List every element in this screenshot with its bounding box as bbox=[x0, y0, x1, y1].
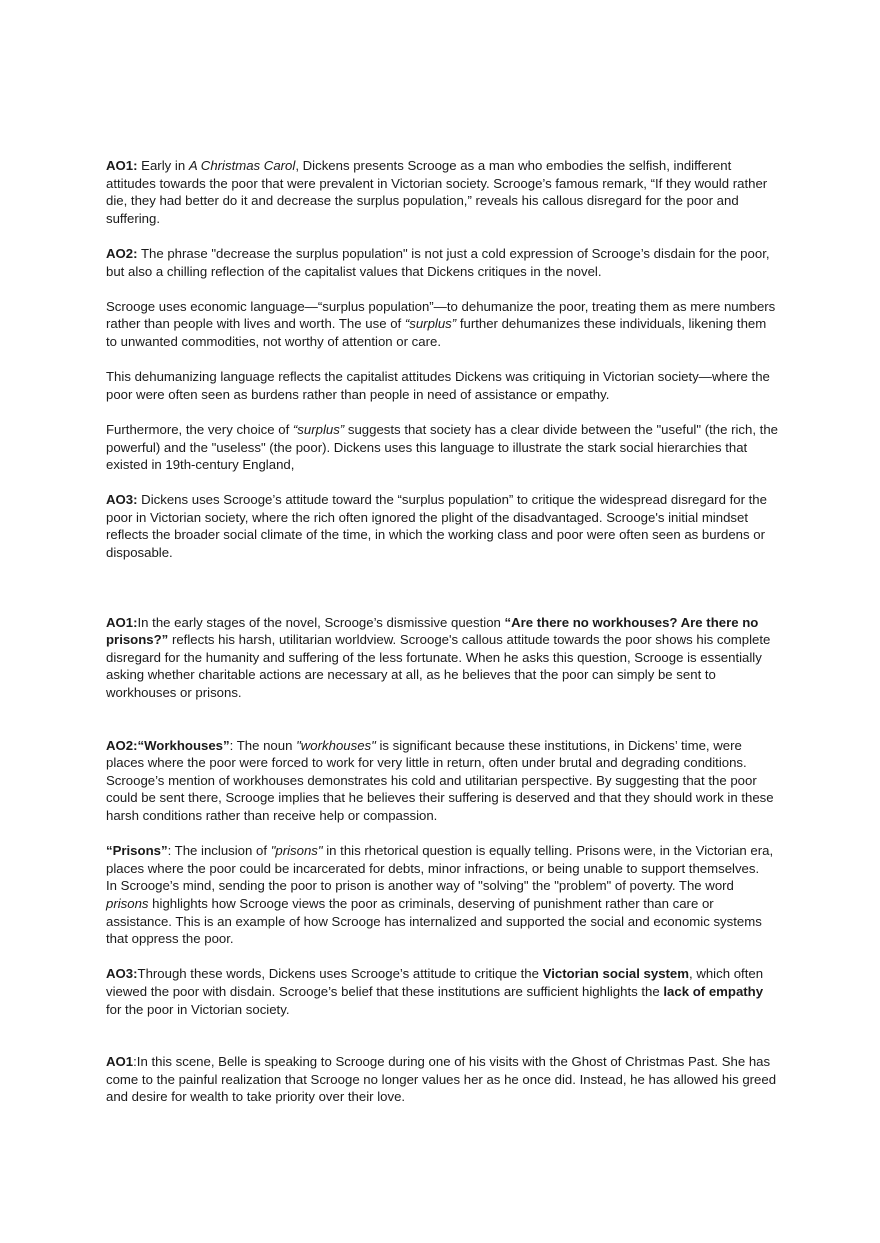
quote-prisons: "prisons" bbox=[270, 843, 323, 859]
label-ao1: AO1: bbox=[106, 614, 138, 630]
label-ao1: AO1: bbox=[106, 158, 138, 173]
label-ao3: AO3: bbox=[106, 966, 138, 982]
quote-surplus: “surplus” bbox=[404, 316, 457, 332]
text: suggests that society has a clear divide between the "useful" (the rich, the powerful) and the "useless" (the poor). Dickens uses this language to illustrate the stark social hierarchies that existed in 19th-century England, bbox=[106, 421, 779, 473]
paragraph-ao1-belle bbox=[106, 1053, 778, 1106]
text: This dehumanizing language reflects the capitalist attitudes Dickens was critiquing in Victorian society—where the poor were often seen as burdens rather than people in need of assistance or empathy. bbox=[106, 369, 770, 402]
text: In Scrooge’s mind, sending the poor to prison is another way of "solving" the "problem" of poverty. The word bbox=[106, 878, 734, 894]
label-ao3: AO3: bbox=[106, 492, 138, 508]
paragraph-ao1-surplus bbox=[106, 157, 778, 227]
text: Early in bbox=[137, 158, 189, 173]
emphasis-lack-of-empathy: lack of empathy bbox=[663, 983, 764, 999]
label-ao1: AO1 bbox=[106, 1054, 134, 1070]
paragraph-dehumanizing bbox=[106, 368, 778, 403]
book-title: A Christmas Carol bbox=[188, 158, 296, 173]
quote-workhouses: "workhouses" bbox=[296, 737, 376, 753]
label-ao2-workhouses: AO2:“Workhouses” bbox=[106, 737, 230, 753]
quote-workhouses-prisons: “Are there no workhouses? Are there no prisons?” bbox=[106, 614, 759, 648]
text: Through these words, Dickens uses Scrooge’s attitude to critique the bbox=[137, 966, 543, 982]
document-page bbox=[106, 157, 778, 1106]
text: for the poor in Victorian society. bbox=[106, 1001, 290, 1017]
text: Furthermore, the very choice of bbox=[106, 421, 293, 437]
quote-surplus: “surplus” bbox=[292, 421, 345, 437]
text: , Dickens presents Scrooge as a man who embodies the selfish, indifferent attitudes towards the poor that were prevalent in Victorian society. Scrooge’s famous remark, “If they would rather die, they had better do it and decrease the surplus population,” reveals his callous disregard for the poor and suffering. bbox=[106, 158, 768, 226]
text: highlights how Scrooge views the poor as criminals, deserving of punishment rather than care or assistance. This is an example of how Scrooge has internalized and supported the social and economic systems that oppress the poor. bbox=[106, 895, 762, 947]
word-prisons: prisons bbox=[106, 895, 149, 911]
paragraph-ao2-phrase bbox=[106, 245, 778, 280]
text: The phrase "decrease the surplus population" is not just a cold expression of Scrooge’s disdain for the poor, but also a chilling reflection of the capitalist values that Dickens critiques in the novel. bbox=[106, 245, 770, 279]
text: further dehumanizes these individuals, likening them to unwanted commodities, not worthy of attention or care. bbox=[106, 316, 767, 349]
text: : The inclusion of bbox=[167, 843, 271, 859]
paragraph-ao2-workhouses bbox=[106, 737, 778, 825]
label-ao2: AO2: bbox=[106, 245, 138, 261]
paragraph-economic-language bbox=[106, 298, 778, 351]
text: in this rhetorical question is equally telling. Prisons were, in the Victorian era, places where the poor could be incarcerated for debts, minor infractions, or being unable to support themselves. bbox=[106, 843, 774, 876]
paragraph-prisons-continued bbox=[106, 877, 778, 947]
text: reflects his harsh, utilitarian worldview. Scrooge's callous attitude towards the poor shows his complete disregard for the humanity and suffering of the less fortunate. When he asks this question, Scrooge is essentially asking whether charitable actions are necessary at all, as he believes that the poor can simply be sent to workhouses or prisons. bbox=[106, 632, 771, 701]
emphasis-victorian-social-system: Victorian social system bbox=[542, 966, 689, 982]
paragraph-ao3-social-system bbox=[106, 965, 778, 1018]
text: Dickens uses Scrooge’s attitude toward the “surplus population” to critique the widespread disregard for the poor in Victorian society, where the rich often ignored the plight of the disadvantaged. Scrooge's initial mindset reflects the broader social climate of the time, in which the working class and poor were often seen as burdens or disposable. bbox=[106, 492, 767, 561]
text: :In this scene, Belle is speaking to Scrooge during one of his visits with the Ghost of Christmas Past. She has come to the painful realization that Scrooge no longer values her as he once did. Instead, he has allowed his greed and desire for wealth to take priority over their love. bbox=[106, 1054, 777, 1105]
paragraph-furthermore bbox=[106, 421, 778, 474]
text: : The noun bbox=[229, 737, 297, 753]
label-prisons: “Prisons” bbox=[106, 843, 168, 859]
paragraph-ao3-surplus bbox=[106, 491, 778, 561]
text: , which often viewed the poor with disdain. Scrooge’s belief that these institutions are sufficient highlights the bbox=[106, 966, 764, 999]
text: is significant because these institutions, in Dickens’ time, were places where the poor were forced to work for very little in return, often under brutal and degrading conditions. Scrooge’s mention of workhouses demonstrates his cold and utilitarian perspective. By suggesting that the poor could be sent there, Scrooge implies that he believes their suffering is deserved and that they should work in these harsh conditions rather than receive help or compassion. bbox=[106, 737, 774, 823]
paragraph-ao1-workhouses bbox=[106, 614, 778, 702]
text: In the early stages of the novel, Scrooge’s dismissive question bbox=[137, 614, 505, 630]
text: Scrooge uses economic language—“surplus population”—to dehumanize the poor, treating them as mere numbers rather than people with lives and worth. The use of bbox=[106, 298, 776, 332]
paragraph-prisons bbox=[106, 842, 778, 877]
